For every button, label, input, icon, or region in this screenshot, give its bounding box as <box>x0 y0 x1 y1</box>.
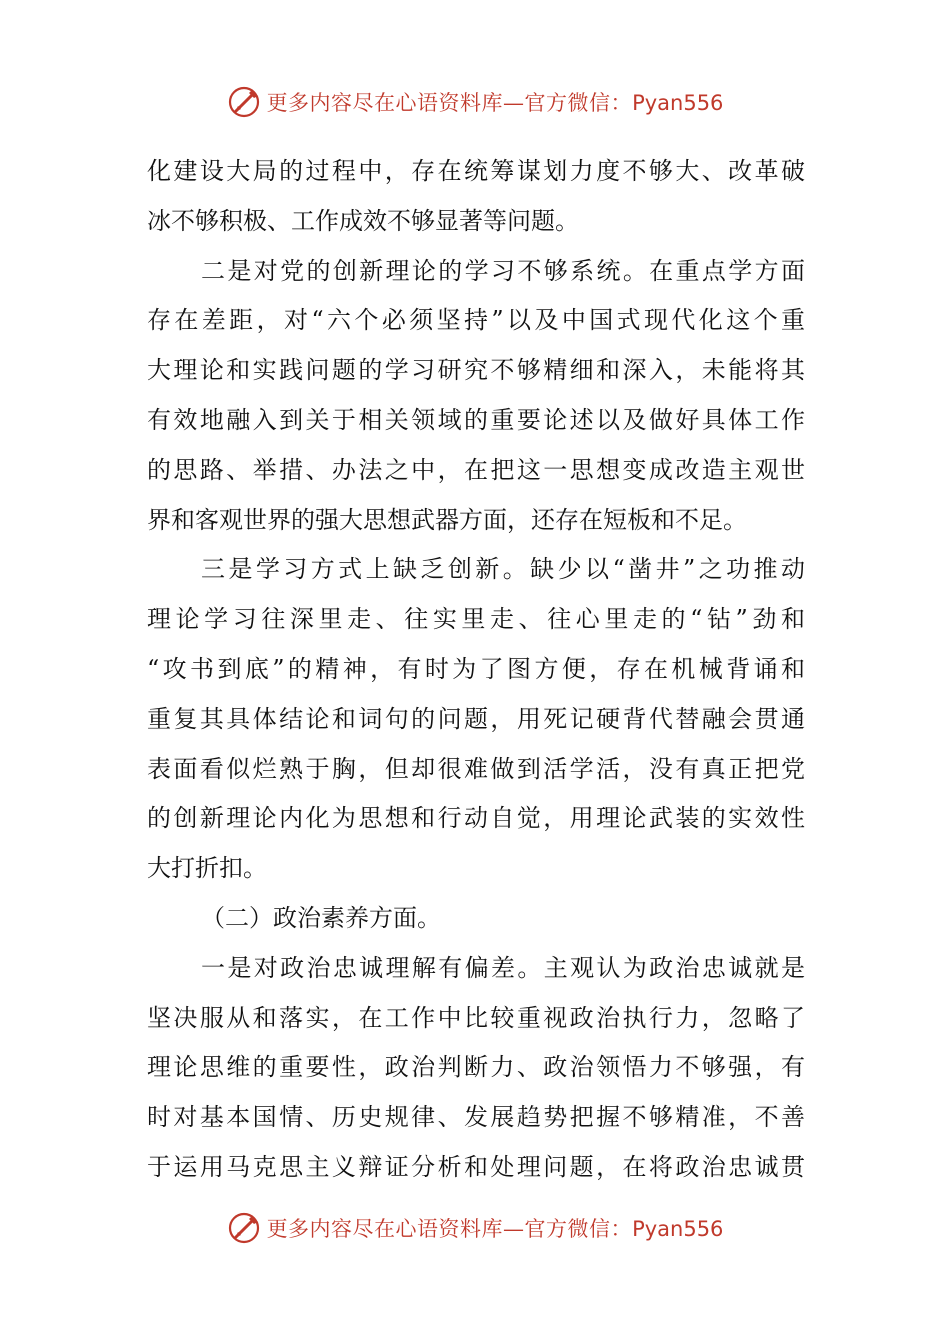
pen-logo-icon <box>227 1210 263 1246</box>
text-line: 的创新理论内化为思想和行动自觉，用理论武装的实效性 <box>147 804 805 833</box>
text-line: 的思路、举措、办法之中，在把这一思想变成改造主观世 <box>147 455 805 484</box>
footer-watermark <box>0 1208 950 1248</box>
header-watermark <box>0 82 950 122</box>
watermark-text: 更多内容尽在心语资料库—官方微信：Pyan556 <box>266 1217 724 1241</box>
paragraph-start-line: 一是对政治忠诚理解有偏差。主观认为政治忠诚就是 <box>201 953 805 982</box>
text-line: 界和客观世界的强大思想武器方面，还存在短板和不足。 <box>147 505 747 534</box>
text-line: 理论思维的重要性，政治判断力、政治领悟力不够强，有 <box>147 1053 805 1082</box>
text-line: 重复其具体结论和词句的问题，用死记硬背代替融会贯通 <box>147 704 805 733</box>
text-line: 表面看似烂熟于胸，但却很难做到活学活，没有真正把党 <box>147 754 805 783</box>
paragraph-start-line: 二是对党的创新理论的学习不够系统。在重点学方面 <box>201 256 805 285</box>
text-line: 于运用马克思主义辩证分析和处理问题，在将政治忠诚贯 <box>147 1152 805 1181</box>
text-line: 有效地融入到关于相关领域的重要论述以及做好具体工作 <box>147 405 805 434</box>
text-line: 大理论和实践问题的学习研究不够精细和深入，未能将其 <box>147 356 805 385</box>
paragraph-start-line: 三是学习方式上缺乏创新。缺少以“凿井”之功推动 <box>201 555 805 584</box>
text-line: 坚决服从和落实，在工作中比较重视政治执行力，忽略了 <box>147 1003 805 1032</box>
watermark-text: 更多内容尽在心语资料库—官方微信：Pyan556 <box>266 91 724 115</box>
text-line: “攻书到底”的精神，有时为了图方便，存在机械背诵和 <box>147 654 805 683</box>
text-line: 化建设大局的过程中，存在统筹谋划力度不够大、改革破 <box>147 157 805 185</box>
pen-logo-icon <box>227 84 263 120</box>
text-line: 理论学习往深里走、往实里走、往心里走的“钻”劲和 <box>147 605 805 634</box>
section-heading: （二）政治素养方面。 <box>201 903 441 932</box>
text-line: 大打折扣。 <box>147 854 267 883</box>
text-line: 存在差距，对“六个必须坚持”以及中国式现代化这个重 <box>147 306 805 335</box>
text-line: 冰不够积极、工作成效不够显著等问题。 <box>147 206 579 235</box>
text-line: 时对基本国情、历史规律、发展趋势把握不够精准，不善 <box>147 1103 805 1132</box>
document-body <box>147 147 805 1193</box>
